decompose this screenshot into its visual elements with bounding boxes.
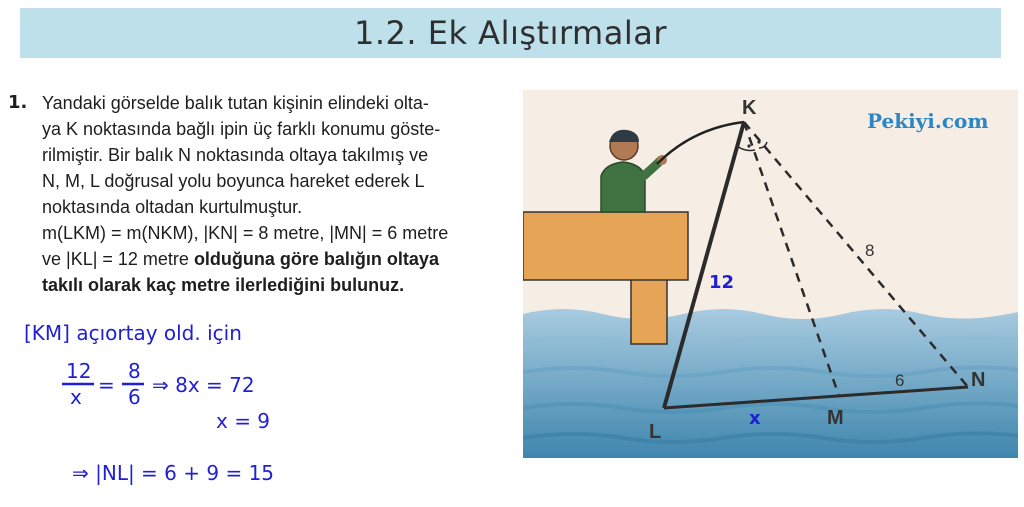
question-line: ya K noktasında bağlı ipin üç farklı konumu göste-	[42, 119, 441, 139]
point-label-K: K	[742, 97, 757, 119]
hw-fraction-numerator: 12	[66, 359, 92, 383]
title-bar	[20, 8, 1001, 58]
point-label-M: M	[827, 407, 844, 429]
question-line	[42, 246, 500, 272]
segment-label-KN: 8	[865, 241, 875, 260]
handwritten-solution	[0, 300, 520, 507]
fisherman-body	[601, 162, 645, 212]
question-line: N, M, L doğrusal yolu boyunca hareket ederek L	[42, 171, 425, 191]
question-number: 1.	[8, 92, 28, 113]
question-ask: takılı olarak kaç metre ilerlediğini bulunuz.	[42, 275, 405, 295]
hw-fraction-denominator: x	[70, 385, 82, 409]
angle-mark	[757, 140, 760, 143]
segment-label-KL: 12	[709, 272, 735, 293]
page-title: 1.2. Ek Alıştırmalar	[354, 14, 667, 52]
hw-bisector-note: [KM] açıortay old. için	[24, 321, 242, 345]
angle-mark	[747, 144, 750, 147]
hw-result: ⇒ |NL| = 6 + 9 = 15	[72, 461, 275, 485]
point-label-N: N	[971, 369, 986, 391]
question-given: ve |KL| = 12 metre	[42, 249, 194, 269]
question-line: noktasında oltadan kurtulmuştur.	[42, 197, 303, 217]
hw-equals: =	[98, 373, 115, 397]
question-line: m(LKM) = m(NKM), |KN| = 8 metre, |MN| = 6 metre	[42, 223, 449, 243]
segment-label-MN: 6	[895, 371, 905, 390]
question-ask: olduğuna göre balığın oltaya	[193, 249, 439, 269]
question-line: rilmiştir. Bir balık N noktasında oltaya takılmış ve	[42, 145, 429, 165]
question-line: Yandaki görselde balık tutan kişinin elindeki olta-	[42, 93, 429, 113]
question-line	[42, 272, 500, 298]
hw-fraction-numerator: 8	[128, 359, 141, 383]
watermark-text: Pekiyi.com	[867, 109, 989, 133]
fishing-figure	[523, 90, 1018, 458]
segment-label-LM: x	[749, 408, 761, 429]
pier-post	[631, 276, 667, 344]
hw-step: ⇒ 8x = 72	[152, 373, 255, 397]
question-text	[42, 90, 500, 298]
hw-fraction-denominator: 6	[128, 385, 141, 409]
hw-step: x = 9	[216, 409, 271, 433]
pier-deck	[523, 212, 688, 280]
point-label-L: L	[649, 421, 662, 443]
